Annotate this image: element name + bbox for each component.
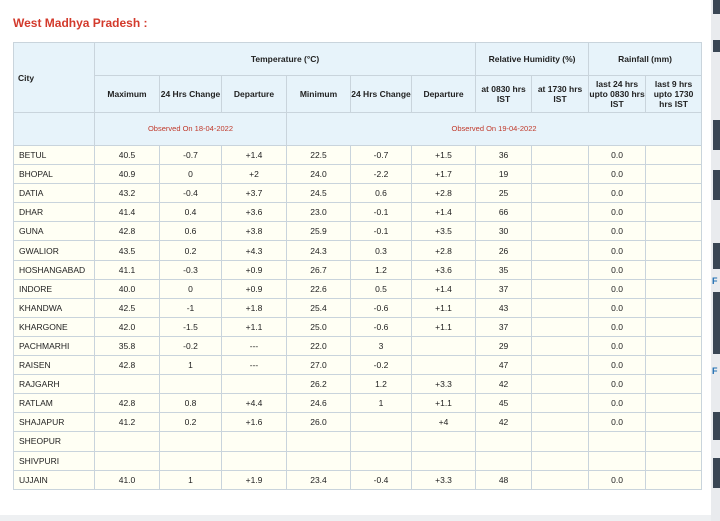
table-row (14, 432, 702, 451)
min-change-cell: -0.1 (351, 222, 412, 241)
max-temp-cell: 42.8 (95, 356, 160, 375)
rain-9h-cell (646, 451, 702, 470)
rain-24h-cell: 0.0 (589, 260, 646, 279)
rain-24h-cell: 0.0 (589, 184, 646, 203)
city-cell: BETUL (14, 146, 95, 165)
max-temp-cell: 43.5 (95, 241, 160, 260)
max-departure-cell: +1.4 (222, 146, 287, 165)
rain-24h-cell: 0.0 (589, 356, 646, 375)
rh-1730-cell (532, 432, 589, 451)
min-change-cell (351, 432, 412, 451)
max-temp-cell: 41.2 (95, 413, 160, 432)
rh-1730-cell (532, 394, 589, 413)
max-departure-cell: +1.6 (222, 413, 287, 432)
min-temp-cell: 24.0 (287, 165, 351, 184)
rain-9h-cell (646, 260, 702, 279)
rh-0830-cell: 25 (476, 184, 532, 203)
city-cell: RATLAM (14, 394, 95, 413)
observed-spacer (14, 113, 95, 146)
min-departure-cell (412, 432, 476, 451)
table-row (14, 146, 702, 165)
rh-0830-cell: 48 (476, 470, 532, 489)
max-change-cell: 0 (160, 279, 222, 298)
rh-0830-cell: 47 (476, 356, 532, 375)
rain-24h-cell: 0.0 (589, 146, 646, 165)
max-departure-cell: +3.7 (222, 184, 287, 203)
max-temp-cell: 35.8 (95, 336, 160, 355)
adjacent-page-edge (711, 0, 720, 521)
min-departure-cell: +2.8 (412, 184, 476, 203)
max-change-cell: -1 (160, 298, 222, 317)
table-row (14, 222, 702, 241)
max-temp-cell: 40.0 (95, 279, 160, 298)
rain-9h-cell (646, 356, 702, 375)
max-temp-cell: 42.5 (95, 298, 160, 317)
max-departure-cell: +3.8 (222, 222, 287, 241)
rh-0830-cell: 42 (476, 375, 532, 394)
min-change-cell (351, 413, 412, 432)
table-row (14, 184, 702, 203)
rain-9h-cell (646, 317, 702, 336)
max-temp-cell (95, 451, 160, 470)
max-change-cell: -0.3 (160, 260, 222, 279)
rain-24h-cell: 0.0 (589, 375, 646, 394)
min-temp-cell: 24.6 (287, 394, 351, 413)
min-departure-cell: +1.4 (412, 279, 476, 298)
edge-glyph: F (712, 276, 718, 286)
table-row (14, 203, 702, 222)
city-cell: HOSHANGABAD (14, 260, 95, 279)
rain-9h-cell (646, 241, 702, 260)
rain-9h-cell (646, 375, 702, 394)
rain-24h-cell: 0.0 (589, 413, 646, 432)
rain-24h-header: last 24 hrs upto 0830 hrs IST (589, 76, 646, 113)
table-row (14, 413, 702, 432)
max-temp-cell (95, 375, 160, 394)
max-change-cell (160, 451, 222, 470)
max-departure-cell: +1.8 (222, 298, 287, 317)
rh-0830-cell: 19 (476, 165, 532, 184)
rain-24h-cell: 0.0 (589, 317, 646, 336)
min-temp-cell: 25.4 (287, 298, 351, 317)
min-temp-cell: 24.5 (287, 184, 351, 203)
table-row (14, 356, 702, 375)
max-departure-cell: +0.9 (222, 260, 287, 279)
max-departure-cell: --- (222, 336, 287, 355)
table-row (14, 451, 702, 470)
rh-1730-cell (532, 317, 589, 336)
rh-1730-cell (532, 260, 589, 279)
max-temp-cell: 41.4 (95, 203, 160, 222)
rain-9h-cell (646, 298, 702, 317)
table-row (14, 375, 702, 394)
max-change-cell: 1 (160, 356, 222, 375)
max-departure-cell (222, 432, 287, 451)
rain-9h-cell (646, 336, 702, 355)
min-departure-cell: +3.5 (412, 222, 476, 241)
edge-block (713, 292, 720, 354)
max-temp-cell: 42.8 (95, 394, 160, 413)
rain-9h-cell (646, 394, 702, 413)
min-temp-cell: 25.0 (287, 317, 351, 336)
edge-block (713, 170, 720, 200)
rain-9h-cell (646, 413, 702, 432)
rain-9h-cell (646, 279, 702, 298)
rh-0830-cell: 42 (476, 413, 532, 432)
rh-1730-cell (532, 470, 589, 489)
rain-24h-cell: 0.0 (589, 470, 646, 489)
rh-0830-cell: 37 (476, 317, 532, 336)
edge-glyph: F (712, 366, 718, 376)
city-cell: RAJGARH (14, 375, 95, 394)
rainfall-header: Rainfall (mm) (589, 43, 702, 76)
rh-0830-cell: 26 (476, 241, 532, 260)
max-change-cell: 0.2 (160, 413, 222, 432)
observed-date-max: Observed On 18-04-2022 (95, 113, 287, 146)
rain-9h-cell (646, 470, 702, 489)
max-change-cell: -0.7 (160, 146, 222, 165)
rh-1730-cell (532, 298, 589, 317)
min-change-cell: 1.2 (351, 375, 412, 394)
rh-1730-cell (532, 336, 589, 355)
min-departure-cell: +3.3 (412, 470, 476, 489)
max-change-cell: -1.5 (160, 317, 222, 336)
min-temp-cell (287, 451, 351, 470)
rh-1730-header: at 1730 hrs IST (532, 76, 589, 113)
min-change-cell: -0.7 (351, 146, 412, 165)
rh-1730-cell (532, 222, 589, 241)
edge-block (713, 243, 720, 269)
departure-header: Departure (222, 76, 287, 113)
min-temp-cell: 27.0 (287, 356, 351, 375)
rh-0830-cell: 43 (476, 298, 532, 317)
region-title: West Madhya Pradesh : (13, 16, 148, 30)
table-row (14, 470, 702, 489)
max-departure-cell: +1.9 (222, 470, 287, 489)
max-temp-cell (95, 432, 160, 451)
rh-0830-cell: 35 (476, 260, 532, 279)
rain-24h-cell: 0.0 (589, 394, 646, 413)
max-change-cell: 0.8 (160, 394, 222, 413)
rh-1730-cell (532, 413, 589, 432)
rh-0830-cell: 36 (476, 146, 532, 165)
min-departure-cell: +1.5 (412, 146, 476, 165)
max-departure-cell: +1.1 (222, 317, 287, 336)
max-change-cell: -0.4 (160, 184, 222, 203)
max-change-cell: 0.6 (160, 222, 222, 241)
min-departure-cell: +1.1 (412, 298, 476, 317)
min-temp-cell: 25.9 (287, 222, 351, 241)
min-temp-cell: 24.3 (287, 241, 351, 260)
rh-0830-cell: 30 (476, 222, 532, 241)
rh-1730-cell (532, 203, 589, 222)
weather-table (13, 42, 702, 490)
rh-0830-cell: 45 (476, 394, 532, 413)
max-temp-cell: 42.0 (95, 317, 160, 336)
city-cell: INDORE (14, 279, 95, 298)
rh-0830-header: at 0830 hrs IST (476, 76, 532, 113)
min-temp-cell: 26.7 (287, 260, 351, 279)
max-departure-cell: +4.4 (222, 394, 287, 413)
min-temp-cell: 22.6 (287, 279, 351, 298)
min-change-cell: -0.6 (351, 317, 412, 336)
max-change-cell: 0.2 (160, 241, 222, 260)
min-temp-cell: 26.2 (287, 375, 351, 394)
rh-1730-cell (532, 375, 589, 394)
table-row (14, 241, 702, 260)
min-change-cell: -2.2 (351, 165, 412, 184)
rh-0830-cell: 29 (476, 336, 532, 355)
table-row (14, 336, 702, 355)
city-header: City (14, 43, 95, 113)
min-change-cell: -0.1 (351, 203, 412, 222)
max-departure-cell: +4.3 (222, 241, 287, 260)
rh-0830-cell: 37 (476, 279, 532, 298)
max-change-cell: 1 (160, 470, 222, 489)
rain-24h-cell: 0.0 (589, 222, 646, 241)
min-departure-cell: +1.4 (412, 203, 476, 222)
min-header: Minimum (287, 76, 351, 113)
max-departure-cell: +2 (222, 165, 287, 184)
min-departure-cell: +1.1 (412, 317, 476, 336)
min-change-cell: 0.5 (351, 279, 412, 298)
rh-1730-cell (532, 146, 589, 165)
min-departure-cell: +4 (412, 413, 476, 432)
min-change-cell: -0.6 (351, 298, 412, 317)
table-row (14, 317, 702, 336)
observed-date-min: Observed On 19-04-2022 (287, 113, 702, 146)
min-change-cell: 1.2 (351, 260, 412, 279)
rain-24h-cell: 0.0 (589, 241, 646, 260)
rain-9h-header: last 9 hrs upto 1730 hrs IST (646, 76, 702, 113)
max-departure-cell (222, 451, 287, 470)
rain-24h-cell: 0.0 (589, 165, 646, 184)
max-change-cell: 0.4 (160, 203, 222, 222)
min-departure-cell (412, 336, 476, 355)
edge-block (713, 458, 720, 488)
rain-24h-cell: 0.0 (589, 336, 646, 355)
max-temp-cell: 43.2 (95, 184, 160, 203)
table-row (14, 394, 702, 413)
min-temp-cell (287, 432, 351, 451)
min-change-cell: -0.4 (351, 470, 412, 489)
max-departure-cell: --- (222, 356, 287, 375)
max-temp-cell: 41.0 (95, 470, 160, 489)
min-departure-cell: +3.6 (412, 260, 476, 279)
min-change-cell: 0.6 (351, 184, 412, 203)
city-cell: UJJAIN (14, 470, 95, 489)
city-cell: GWALIOR (14, 241, 95, 260)
rh-1730-cell (532, 356, 589, 375)
rh-1730-cell (532, 451, 589, 470)
city-cell: RAISEN (14, 356, 95, 375)
city-cell: KHARGONE (14, 317, 95, 336)
min-departure-cell: +2.8 (412, 241, 476, 260)
rain-9h-cell (646, 432, 702, 451)
city-cell: PACHMARHI (14, 336, 95, 355)
rh-1730-cell (532, 165, 589, 184)
min-departure-cell: +3.3 (412, 375, 476, 394)
table-row (14, 279, 702, 298)
edge-block (713, 40, 720, 52)
min-change-cell: 0.3 (351, 241, 412, 260)
min-departure-cell (412, 356, 476, 375)
rain-24h-cell (589, 451, 646, 470)
max-temp-cell: 40.9 (95, 165, 160, 184)
max-temp-cell: 40.5 (95, 146, 160, 165)
max-departure-cell: +3.6 (222, 203, 287, 222)
min-change-cell (351, 451, 412, 470)
rh-1730-cell (532, 184, 589, 203)
city-cell: BHOPAL (14, 165, 95, 184)
min-temp-cell: 22.0 (287, 336, 351, 355)
departure-header-min: Departure (412, 76, 476, 113)
min-change-cell: 1 (351, 394, 412, 413)
rh-0830-cell (476, 451, 532, 470)
table-row (14, 260, 702, 279)
max-change-cell: 0 (160, 165, 222, 184)
min-change-cell: 3 (351, 336, 412, 355)
rain-9h-cell (646, 222, 702, 241)
max-change-cell: -0.2 (160, 336, 222, 355)
city-cell: SHAJAPUR (14, 413, 95, 432)
temperature-header: Temperature (°C) (95, 43, 476, 76)
city-cell: DHAR (14, 203, 95, 222)
min-temp-cell: 26.0 (287, 413, 351, 432)
edge-block (713, 0, 720, 14)
rain-9h-cell (646, 203, 702, 222)
change-header: 24 Hrs Change (160, 76, 222, 113)
change-header-min: 24 Hrs Change (351, 76, 412, 113)
rain-9h-cell (646, 146, 702, 165)
max-departure-cell (222, 375, 287, 394)
rain-24h-cell: 0.0 (589, 279, 646, 298)
rh-1730-cell (532, 241, 589, 260)
rain-24h-cell: 0.0 (589, 298, 646, 317)
table-row (14, 298, 702, 317)
city-cell: GUNA (14, 222, 95, 241)
city-cell: SHIVPURI (14, 451, 95, 470)
humidity-header: Relative Humidity (%) (476, 43, 589, 76)
min-departure-cell: +1.7 (412, 165, 476, 184)
city-cell: SHEOPUR (14, 432, 95, 451)
rh-1730-cell (532, 279, 589, 298)
city-cell: KHANDWA (14, 298, 95, 317)
max-header: Maximum (95, 76, 160, 113)
max-change-cell (160, 375, 222, 394)
rain-9h-cell (646, 165, 702, 184)
min-temp-cell: 23.4 (287, 470, 351, 489)
table-row (14, 165, 702, 184)
min-change-cell: -0.2 (351, 356, 412, 375)
edge-block (713, 412, 720, 440)
rain-24h-cell (589, 432, 646, 451)
rain-24h-cell: 0.0 (589, 203, 646, 222)
city-cell: DATIA (14, 184, 95, 203)
rh-0830-cell: 66 (476, 203, 532, 222)
min-temp-cell: 22.5 (287, 146, 351, 165)
rh-0830-cell (476, 432, 532, 451)
max-departure-cell: +0.9 (222, 279, 287, 298)
max-temp-cell: 42.8 (95, 222, 160, 241)
bottom-edge (0, 515, 711, 521)
min-departure-cell (412, 451, 476, 470)
min-departure-cell: +1.1 (412, 394, 476, 413)
min-temp-cell: 23.0 (287, 203, 351, 222)
edge-block (713, 120, 720, 150)
rain-9h-cell (646, 184, 702, 203)
max-temp-cell: 41.1 (95, 260, 160, 279)
max-change-cell (160, 432, 222, 451)
